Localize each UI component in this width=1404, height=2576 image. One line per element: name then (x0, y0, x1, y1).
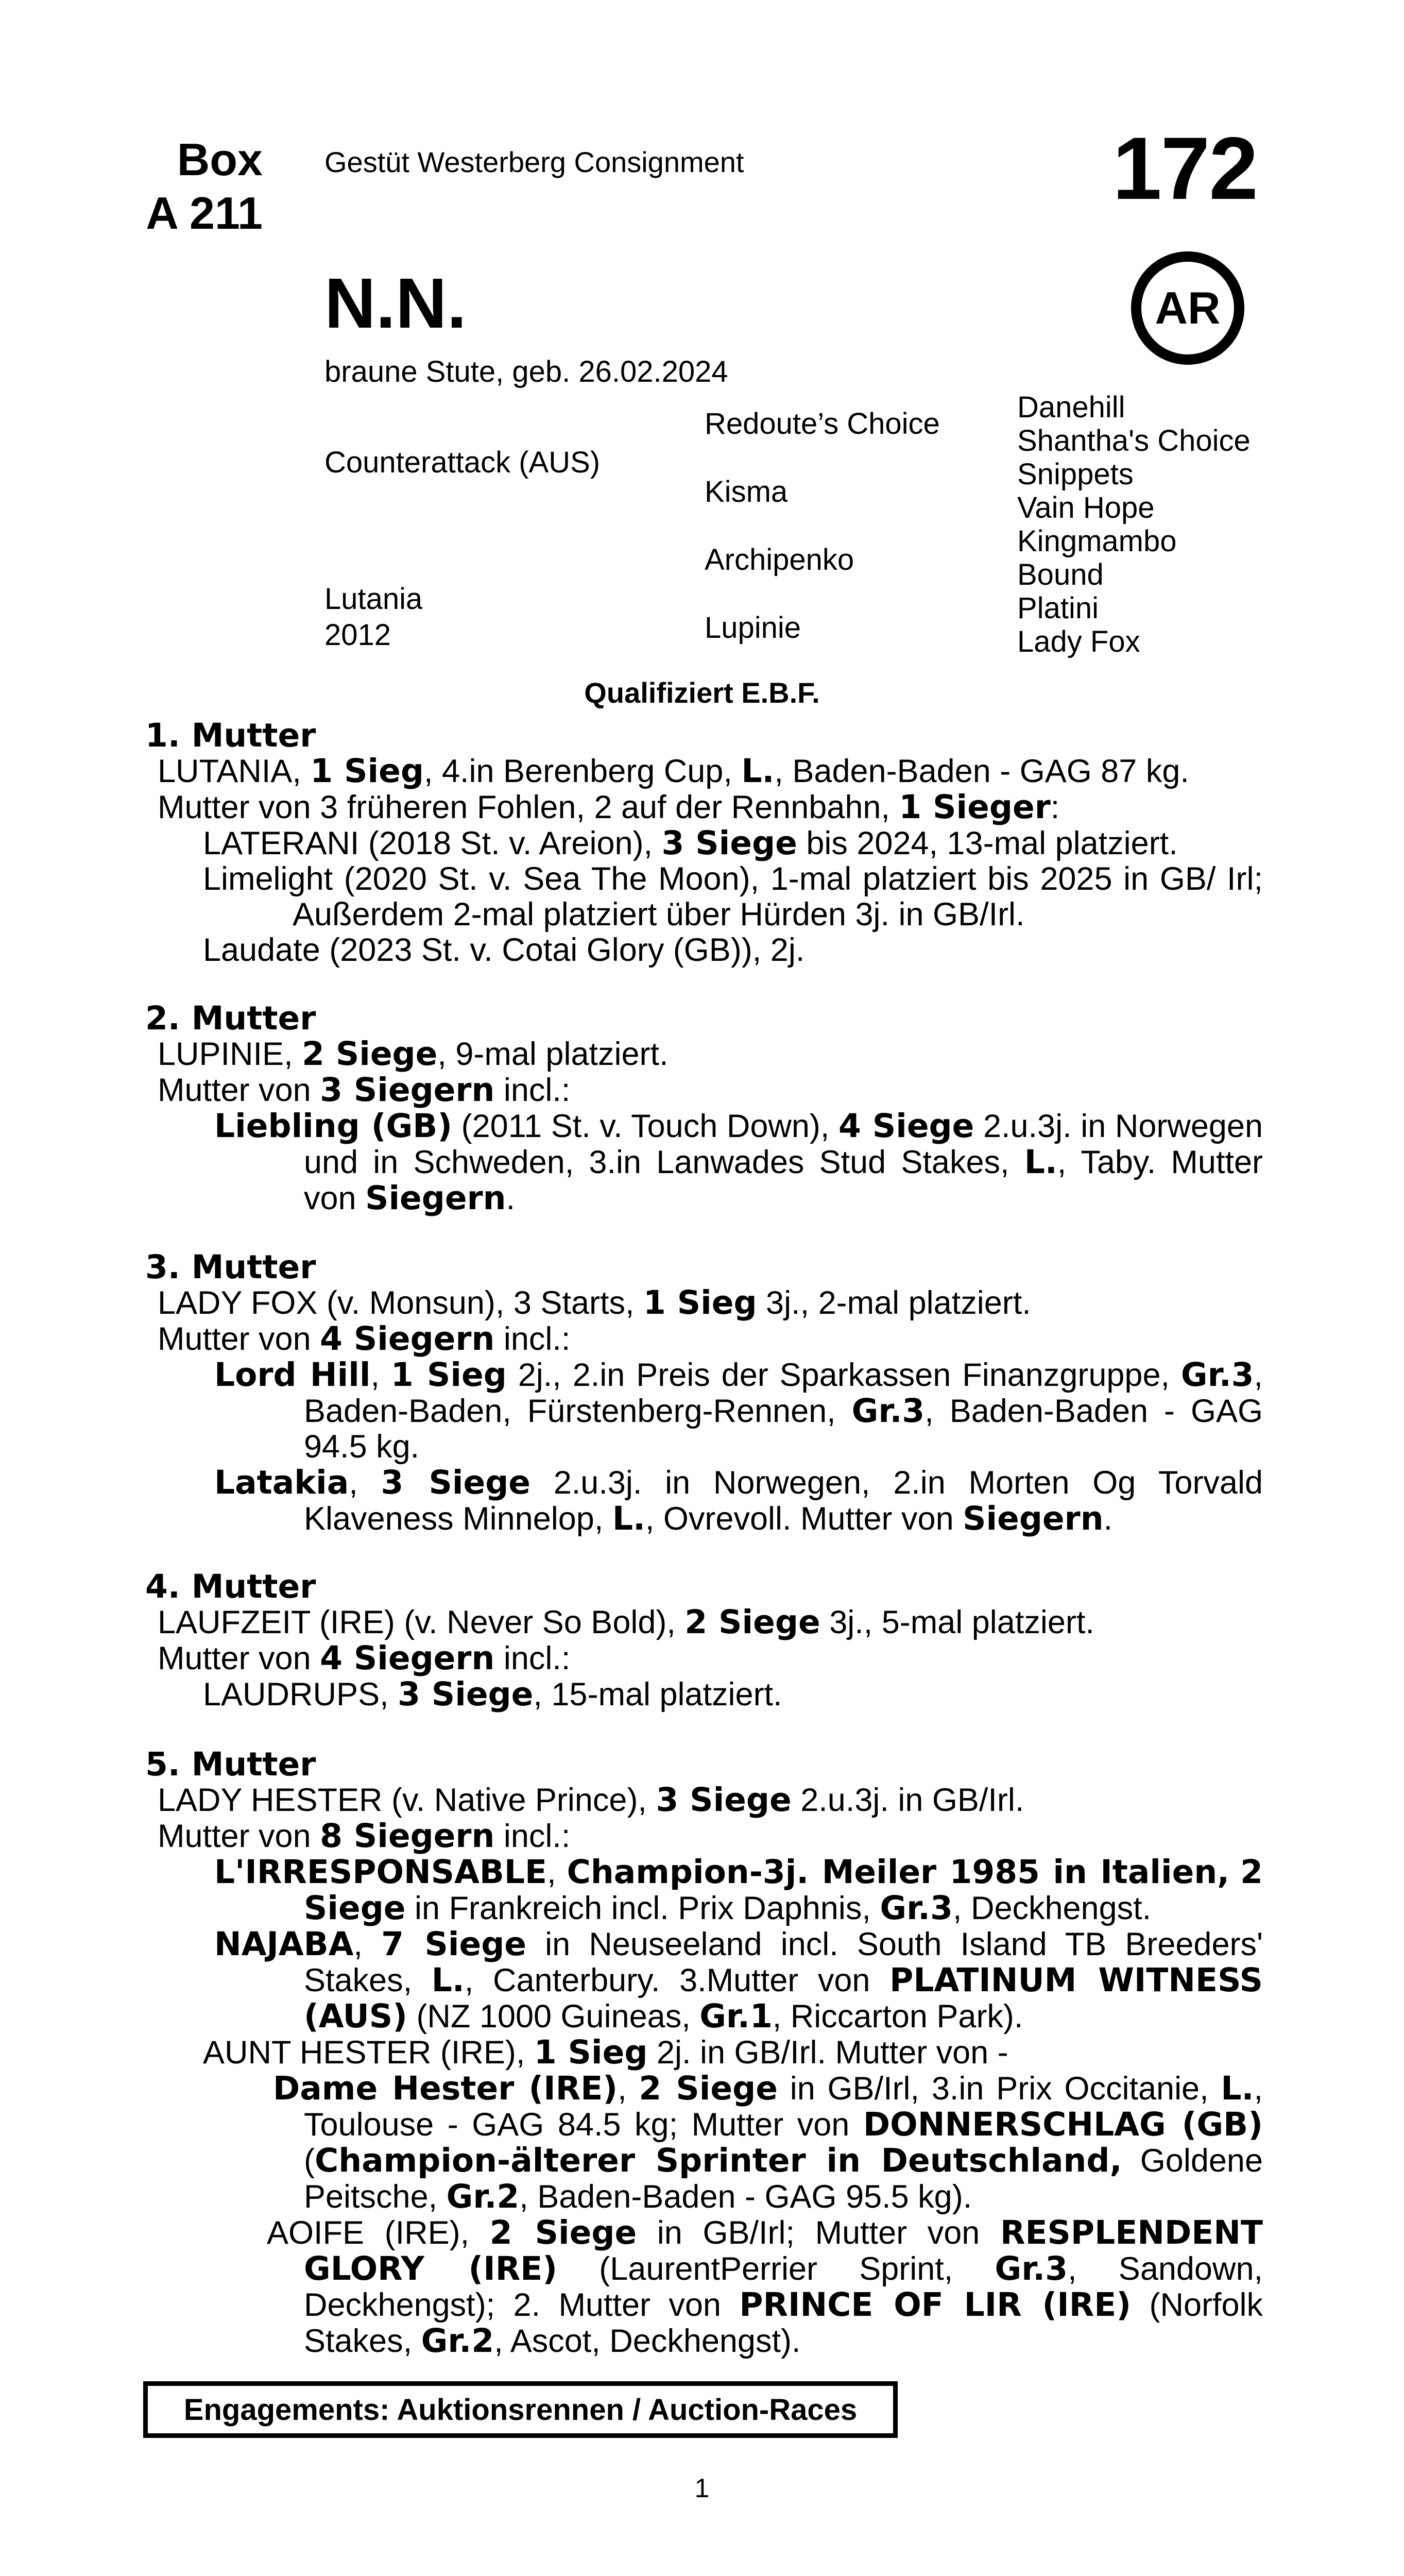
section-2-mutter (145, 1001, 1263, 1216)
dam-line: LADY HESTER (v. Native Prince), 3 Siege 2.u.3j. in GB/Irl. (158, 1781, 1024, 1819)
progeny-item: Limelight (2020 St. v. Sea The Moon), 1-mal platziert bis 2025 in GB/ Irl; Außerdem 2-mal platziert über Hürden 3j. in GB/Irl. (203, 861, 1263, 933)
section-heading: 5. Mutter (145, 1745, 316, 1783)
pedigree-gen3-3: Snippets (1017, 457, 1134, 491)
box-line-1: Box (177, 134, 263, 185)
progeny-item: L'IRRESPONSABLE, Champion-3j. Meiler 1985 in Italien, 2 Siege in Frankreich incl. Prix Daphnis, Gr.3, Deckhengst. (214, 1853, 1263, 1927)
dam-line: LUTANIA, 1 Sieg, 4.in Berenberg Cup, L., Baden-Baden - GAG 87 kg. (158, 752, 1189, 790)
grand-progeny-item: Dame Hester (IRE), 2 Siege in GB/Irl, 3.in Prix Occitanie, L., Toulouse - GAG 84.5 kg; Mutter von DONNERSCHLAG (GB) (Champion-älterer Sprinter in Deutschland, Goldene Peitsche, Gr.2, Baden-Baden - GAG 95.5 kg). (273, 2070, 1263, 2215)
progeny-item: NAJABA, 7 Siege in Neuseeland incl. South Island TB Breeders' Stakes, L., Canterbury. 3.Mutter von PLATINUM WITNESS (AUS) (NZ 1000 Guineas, Gr.1, Riccarton Park). (214, 1925, 1263, 2035)
section-4-mutter (145, 1569, 1263, 1713)
pedigree-gen3 (1017, 391, 1251, 658)
pedigree-sire: Counterattack (AUS) (324, 446, 601, 479)
progeny-item: Latakia, 3 Siege 2.u.3j. in Norwegen, 2.in Morten Og Torvald Klaveness Minnelop, L., Ovrevoll. Mutter von Siegern. (214, 1464, 1263, 1537)
progeny-item: AUNT HESTER (IRE), 1 Sieg 2j. in GB/Irl. Mutter von - (203, 2033, 1008, 2071)
progeny-item: LATERANI (2018 St. v. Areion), 3 Siege bis 2024, 13-mal platziert. (203, 824, 1178, 862)
qualification: Qualifiziert E.B.F. (584, 676, 820, 709)
section-heading: 2. Mutter (145, 999, 316, 1037)
pedigree-gen2-2: Kisma (705, 475, 788, 509)
produce-line: Mutter von 3 früheren Fohlen, 2 auf der Rennbahn, 1 Sieger: (158, 788, 1060, 826)
pedigree-dam: Lutania (324, 582, 423, 616)
produce-line: Mutter von 4 Siegern incl.: (158, 1320, 571, 1358)
pedigree-dam-year: 2012 (324, 618, 391, 652)
pedigree-gen2-3: Archipenko (705, 543, 854, 577)
pedigree-gen3-8: Lady Fox (1017, 625, 1140, 658)
pedigree-gen3-4: Vain Hope (1017, 491, 1155, 524)
pedigree-gen2-1: Redoute’s Choice (705, 407, 940, 440)
pedigree-gen3-6: Bound (1017, 558, 1104, 591)
pedigree-gen2-4: Lupinie (705, 611, 801, 645)
dam-line: LAUFZEIT (IRE) (v. Never So Bold), 2 Siege 3j., 5-mal platziert. (158, 1603, 1094, 1641)
horse-name: N.N. (324, 264, 467, 343)
section-heading: 4. Mutter (145, 1568, 316, 1605)
progeny-item: LAUDRUPS, 3 Siege, 15-mal platziert. (203, 1675, 782, 1713)
pedigree-gen3-5: Kingmambo (1017, 524, 1177, 558)
section-heading: 3. Mutter (145, 1248, 316, 1286)
consignor: Gestüt Westerberg Consignment (324, 146, 744, 178)
ar-badge: AR (1131, 251, 1244, 365)
pedigree-gen3-7: Platini (1017, 591, 1099, 625)
dam-line: LUPINIE, 2 Siege, 9-mal platziert. (158, 1035, 669, 1073)
pedigree-gen3-1: Danehill (1017, 391, 1125, 424)
progeny-item: Liebling (GB) (2011 St. v. Touch Down), 4 Siege 2.u.3j. in Norwegen und in Schweden, 3.in Lanwades Stud Stakes, L., Taby. Mutter von Siegern. (214, 1107, 1263, 1217)
produce-line: Mutter von 8 Siegern incl.: (158, 1817, 571, 1855)
produce-line: Mutter von 4 Siegern incl.: (158, 1639, 571, 1677)
lot-number: 172 (1112, 119, 1257, 218)
progeny-item: Lord Hill, 1 Sieg 2j., 2.in Preis der Sparkassen Finanzgruppe, Gr.3, Baden-Baden, Fürstenberg-Rennen, Gr.3, Baden-Baden - GAG 94.5 kg. (214, 1356, 1263, 1465)
section-5-mutter (145, 1747, 1263, 2359)
box-label (129, 133, 263, 240)
section-3-mutter (145, 1249, 1263, 1537)
grand-progeny-item: AOIFE (IRE), 2 Siege in GB/Irl; Mutter von RESPLENDENT GLORY (IRE) (LaurentPerrier Sprint, Gr.3, Sandown, Deckhengst); 2. Mutter von PRINCE OF LIR (IRE) (Norfolk Stakes, Gr.2, Ascot, Deckhengst). (267, 2214, 1263, 2360)
progeny-item: Laudate (2023 St. v. Cotai Glory (GB)), 2j. (203, 932, 805, 968)
page-number: 1 (694, 2473, 710, 2503)
section-1-mutter (145, 718, 1263, 968)
section-heading: 1. Mutter (145, 717, 316, 754)
horse-description: braune Stute, geb. 26.02.2024 (324, 355, 728, 388)
pedigree-gen3-2: Shantha's Choice (1017, 424, 1251, 457)
dam-line: LADY FOX (v. Monsun), 3 Starts, 1 Sieg 3j., 2-mal platziert. (158, 1284, 1031, 1321)
box-line-2: A 211 (146, 188, 263, 239)
produce-line: Mutter von 3 Siegern incl.: (158, 1071, 571, 1109)
engagements-box: Engagements: Auktionsrennen / Auction-Races (143, 2381, 898, 2438)
